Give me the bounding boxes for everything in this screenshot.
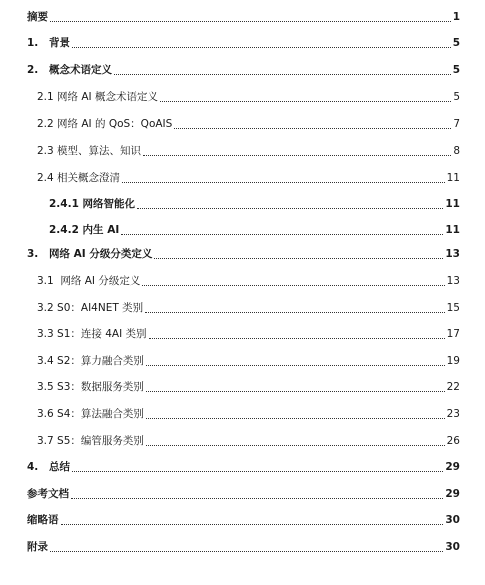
toc-entry-3-6[interactable]: [37, 406, 460, 422]
toc-page-number: 22: [446, 381, 460, 393]
toc-page-number: 11: [446, 172, 460, 184]
toc-entry-classification[interactable]: [27, 246, 460, 262]
toc-page-number: 30: [445, 541, 460, 553]
toc-title: 缩略语: [27, 514, 59, 526]
toc-page-number: 11: [445, 224, 460, 236]
toc-entry-2-1[interactable]: [37, 89, 460, 105]
toc-leader-dots: [72, 471, 443, 472]
toc-entry-3-4[interactable]: [37, 353, 460, 369]
toc-entry-2-3[interactable]: [37, 143, 460, 159]
toc-number: 2.: [27, 64, 39, 76]
toc-leader-dots: [143, 155, 451, 156]
toc-page-number: 13: [446, 275, 460, 287]
toc-title: 2.4.1 网络智能化: [49, 198, 136, 210]
toc-title: 概念术语定义: [49, 64, 112, 76]
toc-number: 4.: [27, 461, 39, 473]
toc-leader-dots: [50, 551, 443, 552]
toc-leader-dots: [72, 47, 451, 48]
toc-title: 3.1 网络 AI 分级定义: [37, 275, 141, 287]
toc-leader-dots: [50, 21, 451, 22]
toc-title: 2.4.2 内生 AI: [49, 224, 120, 236]
toc-page-number: 5: [452, 37, 460, 49]
toc-entry-2-2[interactable]: [37, 116, 460, 132]
toc-entry-references[interactable]: [27, 486, 460, 502]
toc-title: 3.5 S3：数据服务类别: [37, 381, 144, 393]
toc-title: 总结: [49, 461, 70, 473]
toc-page-number: 1: [452, 11, 460, 23]
toc-leader-dots: [137, 208, 443, 209]
toc-leader-dots: [146, 445, 445, 446]
toc-entry-2-4-1[interactable]: [49, 196, 460, 212]
toc-title: 3.2 S0：AI4NET 类别: [37, 302, 144, 314]
toc-page-number: 17: [446, 328, 460, 340]
toc-title: 参考文档: [27, 488, 69, 500]
toc-entry-2-4[interactable]: [37, 170, 460, 186]
toc-leader-dots: [149, 338, 445, 339]
toc-leader-dots: [122, 182, 445, 183]
toc-title: 2.1 网络 AI 概念术语定义: [37, 91, 158, 103]
toc-entry-3-7[interactable]: [37, 433, 460, 449]
toc-page-number: 11: [445, 198, 460, 210]
toc-leader-dots: [114, 74, 451, 75]
toc-leader-dots: [61, 524, 444, 525]
toc-entry-summary[interactable]: [27, 459, 460, 475]
toc-page-number: 5: [453, 91, 460, 103]
toc-leader-dots: [146, 418, 445, 419]
toc-title: 附录: [27, 541, 48, 553]
toc-page-number: 7: [453, 118, 460, 130]
toc-title: 2.3 模型、算法、知识: [37, 145, 142, 157]
toc-entry-concepts[interactable]: [27, 62, 460, 78]
toc-page-number: 5: [452, 64, 460, 76]
toc-leader-dots: [142, 285, 444, 286]
toc-leader-dots: [154, 258, 443, 259]
toc-entry-3-3[interactable]: [37, 326, 460, 342]
toc-entry-abbreviations[interactable]: [27, 512, 460, 528]
toc-title: 3.3 S1：连接 4AI 类别: [37, 328, 147, 340]
toc-leader-dots: [71, 498, 443, 499]
toc-page-number: 29: [445, 461, 460, 473]
toc-leader-dots: [121, 234, 443, 235]
toc-page-number: 13: [445, 248, 460, 260]
toc-title: 2.4 相关概念澄清: [37, 172, 121, 184]
toc-title: 3.7 S5：编管服务类别: [37, 435, 144, 447]
toc-entry-background[interactable]: [27, 35, 460, 51]
toc-page-number: 30: [445, 514, 460, 526]
toc-page-number: 8: [453, 145, 460, 157]
toc-leader-dots: [146, 391, 445, 392]
toc-leader-dots: [174, 128, 451, 129]
toc-leader-dots: [146, 365, 445, 366]
toc-title: 摘要: [27, 11, 48, 23]
toc-entry-3-2[interactable]: [37, 300, 460, 316]
toc-entry-appendix[interactable]: [27, 539, 460, 555]
toc-leader-dots: [145, 312, 445, 313]
toc-page-number: 19: [446, 355, 460, 367]
toc-page-number: 15: [446, 302, 460, 314]
toc-title: 2.2 网络 AI 的 QoS：QoAIS: [37, 118, 173, 130]
toc-leader-dots: [160, 101, 451, 102]
toc-title: 网络 AI 分级分类定义: [49, 248, 153, 260]
toc-title: 3.4 S2：算力融合类别: [37, 355, 144, 367]
toc-entry-2-4-2[interactable]: [49, 222, 460, 238]
toc-page-number: 23: [446, 408, 460, 420]
toc-entry-3-5[interactable]: [37, 379, 460, 395]
toc-number: 3.: [27, 248, 39, 260]
toc-title: 背景: [49, 37, 70, 49]
toc-title: 3.6 S4：算法融合类别: [37, 408, 144, 420]
toc-page-number: 26: [446, 435, 460, 447]
toc-entry-abstract[interactable]: [27, 9, 460, 25]
toc-page-number: 29: [445, 488, 460, 500]
toc-number: 1.: [27, 37, 39, 49]
toc-entry-3-1[interactable]: [37, 273, 460, 289]
